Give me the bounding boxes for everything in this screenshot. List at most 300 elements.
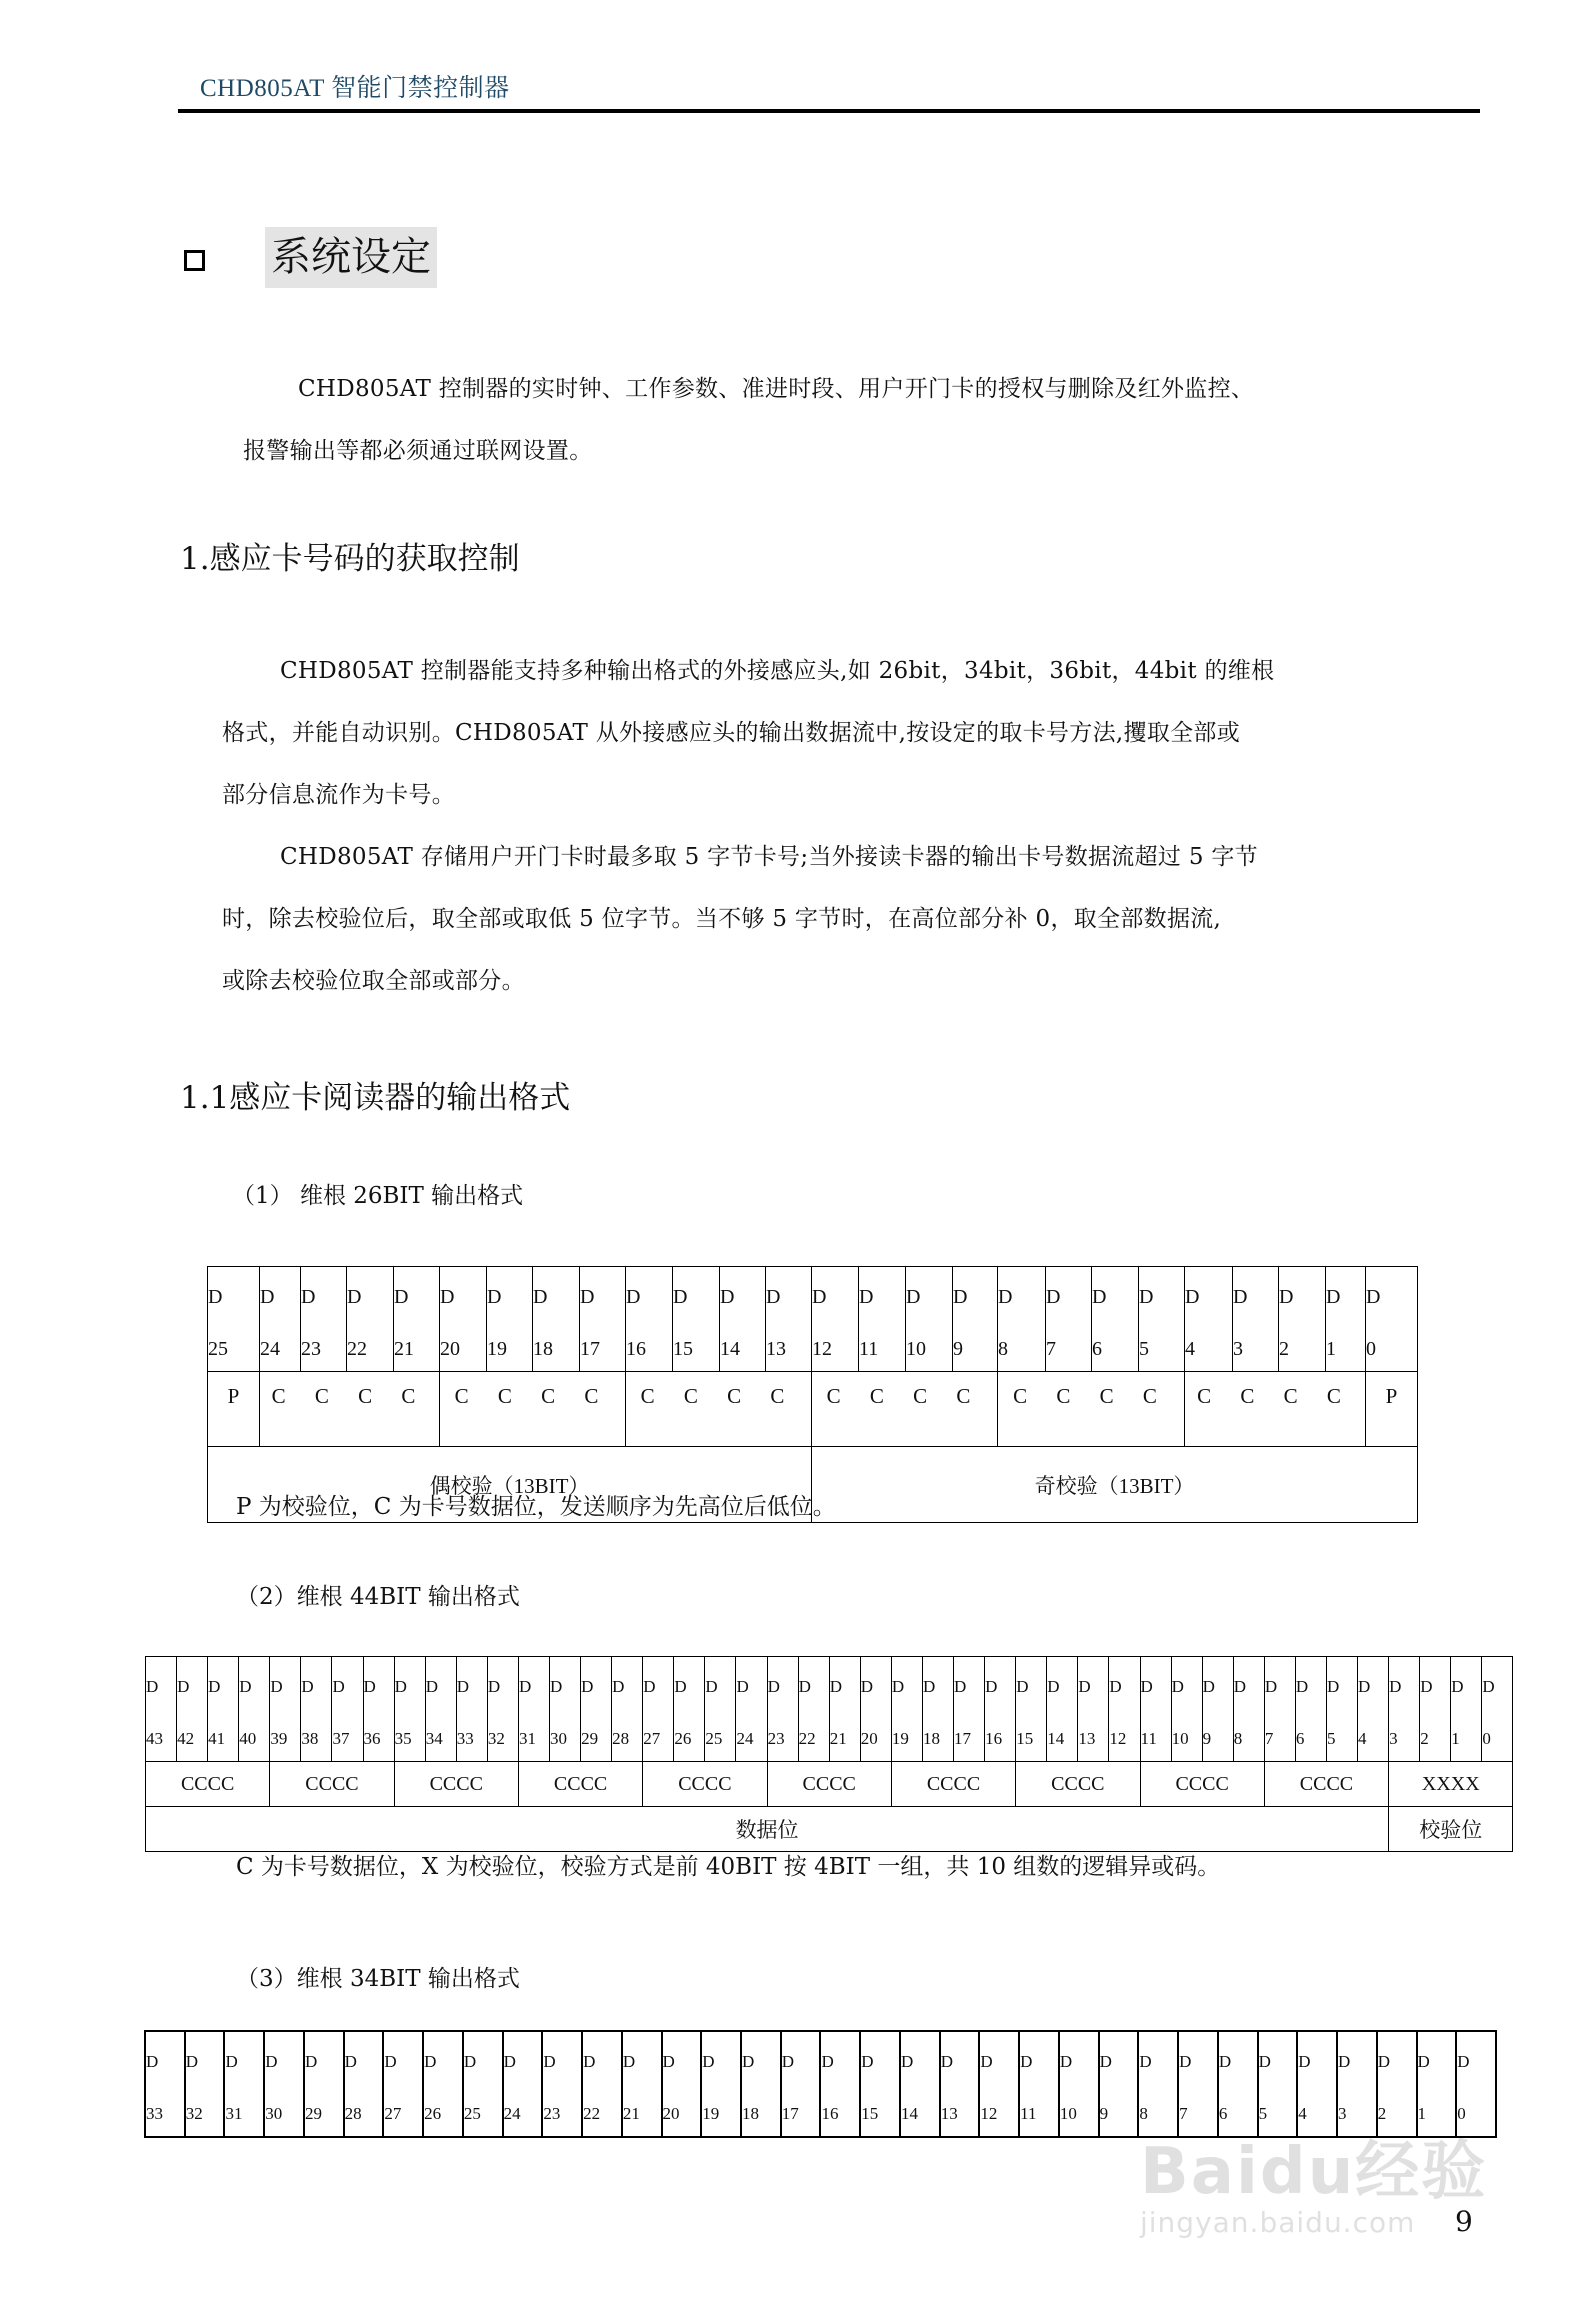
bit-cell-d34 bbox=[425, 1657, 456, 1762]
bit-index: 0 bbox=[1366, 1338, 1376, 1360]
bit-cell-d21 bbox=[829, 1657, 860, 1762]
bit-prefix: D bbox=[260, 1286, 275, 1308]
bit-index: 24 bbox=[503, 2104, 521, 2123]
bit-index: 13 bbox=[940, 2104, 958, 2123]
bit-cell-d33 bbox=[145, 2031, 185, 2137]
bit-prefix: D bbox=[487, 1677, 501, 1696]
bit-index: 16 bbox=[626, 1338, 646, 1360]
bit-index: 17 bbox=[954, 1729, 972, 1748]
bit-prefix: D bbox=[612, 1677, 625, 1696]
bit-prefix: D bbox=[859, 1286, 874, 1308]
bit-index: 1 bbox=[1417, 2104, 1426, 2123]
bit-index: 13 bbox=[1078, 1729, 1096, 1748]
bit-cell-d13 bbox=[940, 2031, 980, 2137]
bit-prefix: D bbox=[705, 1677, 718, 1696]
bit-index: 20 bbox=[860, 1729, 878, 1748]
bit-index: 3 bbox=[1338, 2104, 1347, 2123]
bit-cell-d0 bbox=[1482, 1657, 1513, 1762]
bit-prefix: D bbox=[1092, 1286, 1107, 1308]
bit-cell-d2 bbox=[1420, 1657, 1451, 1762]
bit-index: 3 bbox=[1389, 1729, 1398, 1748]
data-group-cell: CCCC bbox=[891, 1762, 1015, 1807]
bit-prefix: D bbox=[1109, 1677, 1122, 1696]
bit-index: 17 bbox=[781, 2104, 799, 2123]
bit-cell-d15 bbox=[1016, 1657, 1047, 1762]
bit-index: 18 bbox=[742, 2104, 760, 2123]
header-rule bbox=[178, 109, 1480, 113]
bit-index: 27 bbox=[643, 1729, 661, 1748]
bit-prefix: D bbox=[1139, 2052, 1152, 2071]
bit-index: 26 bbox=[424, 2104, 442, 2123]
bit-cell-d11 bbox=[859, 1267, 906, 1372]
bit-index: 7 bbox=[1264, 1729, 1274, 1748]
bit-index: 1 bbox=[1326, 1338, 1336, 1360]
bit-prefix: D bbox=[767, 1677, 780, 1696]
bit-cell-d32 bbox=[185, 2031, 225, 2137]
bit-index: 15 bbox=[1016, 1729, 1034, 1748]
bit-prefix: D bbox=[146, 1677, 159, 1696]
page-number: 9 bbox=[1455, 2205, 1473, 2238]
bit-prefix: D bbox=[720, 1286, 735, 1308]
bit-prefix: D bbox=[1046, 1286, 1061, 1308]
bit-prefix: D bbox=[1185, 1286, 1200, 1308]
data-group-cell: C C C C bbox=[1185, 1372, 1366, 1447]
checksum-group-cell: XXXX bbox=[1389, 1762, 1513, 1807]
bit-cell-d13 bbox=[1078, 1657, 1109, 1762]
bit-index: 13 bbox=[766, 1338, 786, 1360]
bit-prefix: D bbox=[821, 2052, 834, 2071]
bit-prefix: D bbox=[185, 2052, 199, 2071]
bit-cell-d38 bbox=[301, 1657, 332, 1762]
bit-cell-d16 bbox=[985, 1657, 1016, 1762]
para2-line-2: 时，除去校验位后，取全部或取低 5 位字节。当不够 5 字节时，在高位部分补 0，取全部数据流, bbox=[222, 906, 1222, 932]
bit-prefix: D bbox=[1451, 1677, 1464, 1696]
para2-line-1: CHD805AT 存储用户开门卡时最多取 5 字节卡号;当外接读卡器的输出卡号数据流超过 5 字节 bbox=[280, 844, 1258, 870]
bit-prefix: D bbox=[394, 1677, 407, 1696]
data-group-cell: CCCC bbox=[394, 1762, 518, 1807]
bit-index: 25 bbox=[463, 2104, 481, 2123]
bit-prefix: D bbox=[463, 2052, 477, 2071]
bit-prefix: D bbox=[906, 1286, 921, 1308]
para1-line-1: CHD805AT 控制器能支持多种输出格式的外接感应头,如 26bit，34bit，36bit，44bit 的维根 bbox=[280, 658, 1275, 684]
bit-index: 24 bbox=[260, 1338, 280, 1360]
bit-index: 14 bbox=[900, 2104, 918, 2123]
bit-cell-d16 bbox=[626, 1267, 673, 1372]
bit-index: 16 bbox=[985, 1729, 1003, 1748]
bit-prefix: D bbox=[518, 1677, 532, 1696]
data-group-cell: CCCC bbox=[767, 1762, 891, 1807]
para1-line-3: 部分信息流作为卡号。 bbox=[222, 782, 455, 808]
heading-reader-output-formats: 1.1感应卡阅读器的输出格式 bbox=[180, 1080, 571, 1116]
data-group-cell: CCCC bbox=[270, 1762, 394, 1807]
bit-index: 2 bbox=[1279, 1338, 1289, 1360]
bit-index: 7 bbox=[1179, 2104, 1188, 2123]
format44-table bbox=[145, 1656, 1513, 1852]
bit-index: 23 bbox=[301, 1338, 321, 1360]
bit-prefix: D bbox=[384, 2052, 397, 2071]
bit-cell-d4 bbox=[1358, 1657, 1389, 1762]
bit-index: 0 bbox=[1482, 1729, 1491, 1748]
bit-index: 11 bbox=[859, 1338, 879, 1360]
bit-prefix: D bbox=[736, 1677, 749, 1696]
bit-index: 2 bbox=[1420, 1729, 1429, 1748]
data-group-cell: C C C C bbox=[260, 1372, 440, 1447]
bit-prefix: D bbox=[239, 1677, 252, 1696]
bit-prefix: D bbox=[702, 2052, 715, 2071]
running-header-title: CHD805AT 智能门禁控制器 bbox=[200, 75, 510, 102]
bit-cell-d14 bbox=[900, 2031, 940, 2137]
bit-index: 5 bbox=[1258, 2104, 1268, 2123]
bit-prefix: D bbox=[1139, 1286, 1154, 1308]
bit-prefix: D bbox=[394, 1286, 409, 1308]
bit-index: 40 bbox=[239, 1729, 257, 1748]
bit-index: 29 bbox=[581, 1729, 599, 1748]
bit-prefix: D bbox=[1377, 2052, 1391, 2071]
bit-prefix: D bbox=[1078, 1677, 1091, 1696]
bit-index: 5 bbox=[1326, 1729, 1336, 1748]
bit-index: 4 bbox=[1298, 2104, 1307, 2123]
data-group-cell: C C C C bbox=[440, 1372, 626, 1447]
bit-index: 37 bbox=[332, 1729, 350, 1748]
bit-index: 39 bbox=[270, 1729, 288, 1748]
bit-index: 11 bbox=[1020, 2104, 1037, 2123]
bit-prefix: D bbox=[225, 2052, 238, 2071]
bit-cell-d5 bbox=[1326, 1657, 1357, 1762]
format26-table bbox=[207, 1266, 1418, 1523]
bit-index: 29 bbox=[304, 2104, 322, 2123]
bit-cell-d26 bbox=[674, 1657, 705, 1762]
bit-cell-d24 bbox=[736, 1657, 767, 1762]
bit-prefix: D bbox=[1179, 2052, 1192, 2071]
bit-prefix: D bbox=[425, 1677, 438, 1696]
heading-card-number-control: 1.感应卡号码的获取控制 bbox=[180, 541, 520, 577]
bit-index: 26 bbox=[674, 1729, 692, 1748]
bit-cell-d17 bbox=[781, 2031, 821, 2137]
bit-prefix: D bbox=[742, 2052, 755, 2071]
bit-prefix: D bbox=[208, 1286, 223, 1308]
bit-cell-d28 bbox=[612, 1657, 643, 1762]
bit-prefix: D bbox=[1047, 1677, 1060, 1696]
data-group-cell: CCCC bbox=[518, 1762, 642, 1807]
bit-cell-d40 bbox=[239, 1657, 270, 1762]
bit-cell-d41 bbox=[208, 1657, 239, 1762]
bit-prefix: D bbox=[900, 2052, 914, 2071]
bit-prefix: D bbox=[332, 1677, 345, 1696]
bit-index: 18 bbox=[922, 1729, 940, 1748]
bit-index: 21 bbox=[622, 2104, 640, 2123]
bit-prefix: D bbox=[146, 2052, 159, 2071]
bit-prefix: D bbox=[985, 1677, 998, 1696]
bit-prefix: D bbox=[1279, 1286, 1294, 1308]
bit-cell-d26 bbox=[423, 2031, 463, 2137]
bit-cell-d20 bbox=[662, 2031, 702, 2137]
data-group-cell: C C C C bbox=[626, 1372, 812, 1447]
para1-line-2: 格式，并能自动识别。CHD805AT 从外接感应头的输出数据流中,按设定的取卡号方法,攫取全部或 bbox=[222, 720, 1241, 746]
bit-cell-d12 bbox=[1109, 1657, 1140, 1762]
bit-index: 22 bbox=[347, 1338, 367, 1360]
bit-prefix: D bbox=[922, 1677, 936, 1696]
bit-index: 27 bbox=[384, 2104, 402, 2123]
bit-index: 2 bbox=[1377, 2104, 1387, 2123]
bit-index: 10 bbox=[906, 1338, 926, 1360]
bit-cell-d3 bbox=[1233, 1267, 1279, 1372]
data-group-cell: CCCC bbox=[1016, 1762, 1140, 1807]
bit-prefix: D bbox=[954, 1677, 967, 1696]
bit-cell-d19 bbox=[891, 1657, 922, 1762]
bit-index: 41 bbox=[208, 1729, 226, 1748]
bit-prefix: D bbox=[1366, 1286, 1381, 1308]
bit-prefix: D bbox=[1020, 2052, 1033, 2071]
parity-bit-cell: P bbox=[1366, 1372, 1418, 1447]
data-group-cell: C C C C bbox=[998, 1372, 1185, 1447]
bit-cell-d18 bbox=[533, 1267, 580, 1372]
bit-index: 28 bbox=[612, 1729, 630, 1748]
bit-cell-d3 bbox=[1389, 1657, 1420, 1762]
format26-title: （1） 维根 26BIT 输出格式 bbox=[232, 1183, 524, 1209]
bit-index: 32 bbox=[185, 2104, 203, 2123]
bit-prefix: D bbox=[1358, 1677, 1371, 1696]
bit-prefix: D bbox=[456, 1677, 470, 1696]
bit-cell-d6 bbox=[1092, 1267, 1139, 1372]
bit-prefix: D bbox=[1258, 2052, 1271, 2071]
bit-index: 9 bbox=[953, 1338, 963, 1360]
format34-title: （3）维根 34BIT 输出格式 bbox=[236, 1966, 520, 1992]
bit-prefix: D bbox=[1338, 2052, 1351, 2071]
bit-index: 19 bbox=[702, 2104, 720, 2123]
bit-cell-d18 bbox=[741, 2031, 781, 2137]
bit-cell-d5 bbox=[1139, 1267, 1185, 1372]
bit-cell-d9 bbox=[1202, 1657, 1233, 1762]
bit-index: 15 bbox=[861, 2104, 879, 2123]
bit-index: 15 bbox=[673, 1338, 693, 1360]
bit-prefix: D bbox=[347, 1286, 362, 1308]
bit-cell-d12 bbox=[979, 2031, 1019, 2137]
bit-prefix: D bbox=[583, 2052, 596, 2071]
bit-prefix: D bbox=[543, 2052, 556, 2071]
bit-prefix: D bbox=[1233, 1286, 1248, 1308]
bit-index: 30 bbox=[550, 1729, 568, 1748]
bit-prefix: D bbox=[1218, 2052, 1232, 2071]
bit-prefix: D bbox=[581, 1677, 594, 1696]
bit-prefix: D bbox=[363, 1677, 376, 1696]
bit-index: 38 bbox=[301, 1729, 319, 1748]
bit-cell-d4 bbox=[1185, 1267, 1233, 1372]
bit-prefix: D bbox=[829, 1677, 842, 1696]
bit-prefix: D bbox=[626, 1286, 641, 1308]
bit-index: 36 bbox=[363, 1729, 381, 1748]
bit-index: 16 bbox=[821, 2104, 839, 2123]
bit-index: 20 bbox=[662, 2104, 680, 2123]
bit-cell-d31 bbox=[518, 1657, 549, 1762]
bit-prefix: D bbox=[1233, 1677, 1247, 1696]
bit-cell-d9 bbox=[1099, 2031, 1139, 2137]
bit-index: 31 bbox=[518, 1729, 536, 1748]
bit-cell-d27 bbox=[383, 2031, 423, 2137]
bit-prefix: D bbox=[998, 1286, 1013, 1308]
bit-cell-d10 bbox=[1171, 1657, 1202, 1762]
bit-index: 35 bbox=[394, 1729, 412, 1748]
bit-index: 23 bbox=[767, 1729, 785, 1748]
bit-prefix: D bbox=[860, 1677, 874, 1696]
bit-cell-d20 bbox=[860, 1657, 891, 1762]
bit-cell-d14 bbox=[720, 1267, 766, 1372]
parity-bit-cell: P bbox=[208, 1372, 260, 1447]
baidu-watermark bbox=[1140, 2120, 1500, 2280]
bit-prefix: D bbox=[1140, 1677, 1153, 1696]
bit-prefix: D bbox=[503, 2052, 516, 2071]
bit-cell-d7 bbox=[1046, 1267, 1092, 1372]
bit-prefix: D bbox=[550, 1677, 563, 1696]
bit-prefix: D bbox=[674, 1677, 687, 1696]
bit-index: 8 bbox=[1139, 2104, 1148, 2123]
bit-prefix: D bbox=[1326, 1286, 1341, 1308]
bit-prefix: D bbox=[487, 1286, 502, 1308]
bit-cell-d1 bbox=[1326, 1267, 1366, 1372]
format44-title: （2）维根 44BIT 输出格式 bbox=[236, 1584, 520, 1610]
bit-index: 43 bbox=[146, 1729, 163, 1748]
data-group-cell: C C C C bbox=[812, 1372, 998, 1447]
bit-index: 25 bbox=[208, 1338, 228, 1360]
bit-index: 10 bbox=[1059, 2104, 1077, 2123]
bit-index: 12 bbox=[980, 2104, 998, 2123]
bit-index: 42 bbox=[177, 1729, 195, 1748]
bit-prefix: D bbox=[1389, 1677, 1402, 1696]
section-title: 系统设定 bbox=[265, 227, 437, 288]
bit-cell-d10 bbox=[1059, 2031, 1099, 2137]
bit-index: 14 bbox=[720, 1338, 740, 1360]
bit-cell-d23 bbox=[301, 1267, 347, 1372]
bit-prefix: D bbox=[673, 1286, 688, 1308]
bit-index: 12 bbox=[1109, 1729, 1127, 1748]
bit-cell-d6 bbox=[1295, 1657, 1326, 1762]
square-bullet-icon bbox=[184, 250, 205, 271]
bit-prefix: D bbox=[1417, 2052, 1430, 2071]
bit-cell-d39 bbox=[270, 1657, 301, 1762]
bit-prefix: D bbox=[344, 2052, 357, 2071]
bit-cell-d22 bbox=[798, 1657, 829, 1762]
bit-cell-d22 bbox=[582, 2031, 622, 2137]
bit-cell-d19 bbox=[487, 1267, 533, 1372]
bit-cell-d25 bbox=[208, 1267, 260, 1372]
data-bits-label: 数据位 bbox=[146, 1807, 1389, 1852]
data-group-cell: CCCC bbox=[643, 1762, 767, 1807]
bit-index: 5 bbox=[1139, 1338, 1149, 1360]
bit-cell-d12 bbox=[812, 1267, 859, 1372]
bit-cell-d24 bbox=[260, 1267, 301, 1372]
bit-cell-d16 bbox=[820, 2031, 860, 2137]
bit-cell-d28 bbox=[344, 2031, 384, 2137]
bit-index: 4 bbox=[1358, 1729, 1367, 1748]
odd-parity-label: 奇校验（13BIT） bbox=[812, 1447, 1418, 1523]
bit-cell-d15 bbox=[673, 1267, 720, 1372]
format44-note: C 为卡号数据位，X 为校验位，校验方式是前 40BIT 按 4BIT 一组，共 10 组数的逻辑异或码。 bbox=[236, 1854, 1221, 1880]
bit-prefix: D bbox=[798, 1677, 811, 1696]
bit-index: 9 bbox=[1099, 2104, 1109, 2123]
bit-index: 21 bbox=[829, 1729, 847, 1748]
bit-index: 17 bbox=[580, 1338, 600, 1360]
bit-index: 21 bbox=[394, 1338, 414, 1360]
bit-index: 32 bbox=[487, 1729, 505, 1748]
bit-cell-d30 bbox=[264, 2031, 304, 2137]
bit-prefix: D bbox=[1016, 1677, 1029, 1696]
bit-prefix: D bbox=[662, 2052, 675, 2071]
data-group-cell: CCCC bbox=[1264, 1762, 1388, 1807]
bit-cell-d37 bbox=[332, 1657, 363, 1762]
bit-index: 6 bbox=[1092, 1338, 1102, 1360]
bit-index: 14 bbox=[1047, 1729, 1065, 1748]
bit-prefix: D bbox=[1202, 1677, 1215, 1696]
bit-index: 3 bbox=[1233, 1338, 1243, 1360]
bit-cell-d2 bbox=[1279, 1267, 1326, 1372]
bit-index: 12 bbox=[812, 1338, 832, 1360]
bit-prefix: D bbox=[1326, 1677, 1340, 1696]
bit-prefix: D bbox=[1482, 1677, 1495, 1696]
bit-cell-d31 bbox=[224, 2031, 264, 2137]
bit-prefix: D bbox=[1298, 2052, 1311, 2071]
bit-cell-d29 bbox=[304, 2031, 344, 2137]
bit-prefix: D bbox=[1420, 1677, 1433, 1696]
bit-index: 34 bbox=[425, 1729, 443, 1748]
bit-cell-d21 bbox=[394, 1267, 440, 1372]
bit-prefix: D bbox=[980, 2052, 993, 2071]
bit-index: 19 bbox=[891, 1729, 909, 1748]
check-bits-label: 校验位 bbox=[1389, 1807, 1513, 1852]
bit-cell-d22 bbox=[347, 1267, 394, 1372]
bit-cell-d30 bbox=[550, 1657, 581, 1762]
bit-cell-d23 bbox=[767, 1657, 798, 1762]
bit-prefix: D bbox=[1295, 1677, 1309, 1696]
bit-prefix: D bbox=[766, 1286, 781, 1308]
data-group-cell: CCCC bbox=[146, 1762, 270, 1807]
bit-cell-d7 bbox=[1264, 1657, 1295, 1762]
bit-cell-d35 bbox=[394, 1657, 425, 1762]
bit-index: 11 bbox=[1140, 1729, 1157, 1748]
bit-prefix: D bbox=[1171, 1677, 1184, 1696]
bit-index: 30 bbox=[265, 2104, 283, 2123]
bit-index: 8 bbox=[998, 1338, 1008, 1360]
bit-cell-d23 bbox=[542, 2031, 582, 2137]
data-group-cell: CCCC bbox=[1140, 1762, 1264, 1807]
bit-index: 4 bbox=[1185, 1338, 1195, 1360]
bit-index: 28 bbox=[344, 2104, 362, 2123]
bit-index: 33 bbox=[146, 2104, 163, 2123]
bit-prefix: D bbox=[940, 2052, 953, 2071]
bit-prefix: D bbox=[781, 2052, 795, 2071]
intro-line-2: 报警输出等都必须通过联网设置。 bbox=[243, 438, 593, 464]
bit-prefix: D bbox=[953, 1286, 968, 1308]
bit-index: 0 bbox=[1457, 2104, 1466, 2123]
bit-index: 6 bbox=[1218, 2104, 1228, 2123]
bit-prefix: D bbox=[580, 1286, 595, 1308]
bit-prefix: D bbox=[424, 2052, 437, 2071]
bit-cell-d1 bbox=[1451, 1657, 1482, 1762]
bit-index: 18 bbox=[533, 1338, 553, 1360]
bit-cell-d13 bbox=[766, 1267, 812, 1372]
intro-line-1: CHD805AT 控制器的实时钟、工作参数、准进时段、用户开门卡的授权与删除及红外监控、 bbox=[298, 376, 1255, 402]
bit-prefix: D bbox=[1457, 2052, 1470, 2071]
bit-cell-d25 bbox=[463, 2031, 503, 2137]
bit-index: 31 bbox=[225, 2104, 243, 2123]
bit-cell-d25 bbox=[705, 1657, 736, 1762]
bit-index: 8 bbox=[1233, 1729, 1243, 1748]
bit-index: 1 bbox=[1451, 1729, 1460, 1748]
bit-cell-d24 bbox=[503, 2031, 543, 2137]
bit-prefix: D bbox=[1264, 1677, 1278, 1696]
bit-index: 19 bbox=[487, 1338, 507, 1360]
even-parity-label: 偶校验（13BIT） bbox=[208, 1447, 812, 1523]
bit-prefix: D bbox=[861, 2052, 874, 2071]
bit-index: 9 bbox=[1202, 1729, 1212, 1748]
